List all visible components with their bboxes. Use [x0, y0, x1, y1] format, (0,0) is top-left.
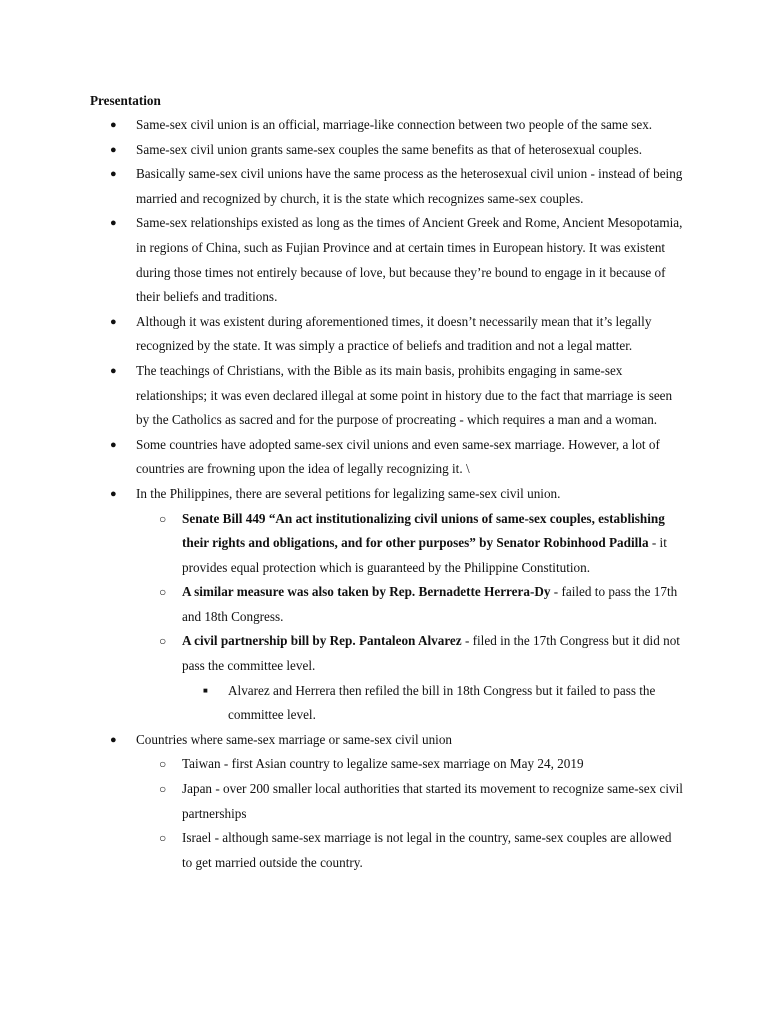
sublist-item — [136, 777, 768, 826]
sub-bullet-marker: ○ — [159, 511, 167, 526]
nested-item — [182, 679, 768, 728]
philippines-sublist — [136, 507, 684, 728]
sub-bullet-marker: ○ — [159, 634, 167, 649]
bullet-text: Countries where same-sex marriage or same-sex civil union — [136, 731, 453, 747]
country-text: Israel - although same-sex marriage is not legal in the country, same-sex couples are allowed to get married outside the country. — [182, 830, 672, 870]
bullet-text: The teachings of Christians, with the Bible as its main basis, prohibits engaging in same-sex relationships; it was even declared illegal at some point in history due to the fact that marriage is seen by the Catholics as sacred and for the purpose of procreating - which requires a man and a woman. — [136, 362, 673, 428]
list-item — [0, 211, 768, 309]
nested-sublist — [182, 679, 684, 728]
sub-bullet-marker: ○ — [159, 757, 167, 772]
bill-description: - failed to pass the 17th and 18th Congress. — [182, 584, 678, 624]
document-title: Presentation — [90, 93, 161, 108]
bullet-marker: ● — [110, 217, 117, 230]
bullet-text: Same-sex civil union grants same-sex couples the same benefits as that of heterosexual couples. — [136, 141, 643, 157]
country-text: Japan - over 200 smaller local authorities that started its movement to recognize same-sex civil partnerships — [182, 781, 683, 821]
sublist-item — [136, 629, 768, 727]
bill-title: A similar measure was also taken by Rep. Bernadette Herrera-Dy — [182, 584, 551, 600]
bullet-marker: ● — [110, 438, 117, 451]
bullet-marker: ● — [110, 168, 117, 181]
sub-bullet-marker: ○ — [159, 585, 167, 600]
bullet-text: Same-sex civil union is an official, marriage-like connection between two people of the same sex. — [136, 117, 653, 132]
list-item — [0, 138, 768, 163]
list-item — [0, 433, 768, 482]
sublist-item — [136, 752, 768, 777]
sublist-item — [136, 826, 768, 875]
main-bullet-list — [0, 113, 768, 875]
bullet-text: Some countries have adopted same-sex civil unions and even same-sex marriage. However, a lot of countries are frowning upon the idea of legally recognizing it. \ — [136, 436, 660, 477]
bullet-text: Basically same-sex civil unions have the same process as the heterosexual civil union - instead of being married and recognized by church, it is the state which recognizes same-sex couples. — [136, 166, 683, 206]
bullet-marker: ● — [110, 487, 117, 500]
bullet-text: In the Philippines, there are several petitions for legalizing same-sex civil union. — [136, 485, 561, 501]
sub-bullet-marker: ○ — [159, 831, 167, 846]
list-item — [0, 310, 768, 359]
bullet-marker: ● — [110, 143, 117, 156]
philippines-item — [0, 482, 768, 728]
bullet-marker: ● — [110, 119, 117, 131]
bullet-marker: ● — [110, 364, 117, 377]
square-bullet-marker: ■ — [203, 685, 208, 695]
countries-item — [0, 728, 768, 876]
list-item — [0, 359, 768, 433]
list-item — [0, 162, 768, 211]
bill-description: - it provides equal protection which is guaranteed by the Philippine Constitution. — [182, 535, 667, 575]
sublist-item — [136, 580, 768, 629]
bullet-text: Same-sex relationships existed as long as the times of Ancient Greek and Rome, Ancient Mesopotamia, in regions of China, such as Fujian Province and at certain times in European history. It was existent during those times not entirely because of love, but because they’re bound to engage in it because of their beliefs and traditions. — [136, 215, 683, 305]
list-item — [0, 113, 768, 138]
nested-text: Alvarez and Herrera then refiled the bill in 18th Congress but it failed to pass the committee level. — [228, 682, 656, 723]
sub-bullet-marker: ○ — [159, 782, 167, 797]
bill-title: A civil partnership bill by Rep. Pantaleon Alvarez — [182, 633, 462, 649]
bill-title: Senate Bill 449 “An act institutionalizing civil unions of same-sex couples, establishing their rights and obligations, and for other purposes” by Senator Robinhood Padilla — [182, 510, 665, 551]
bullet-marker: ● — [110, 315, 117, 328]
bullet-text: Although it was existent during aforementioned times, it doesn’t necessarily mean that it’s legally recognized by the state. It was simply a practice of beliefs and tradition and not a legal matter. — [136, 313, 652, 354]
country-text: Taiwan - first Asian country to legalize same-sex marriage on May 24, 2019 — [182, 756, 584, 772]
countries-sublist — [136, 752, 684, 875]
bullet-marker: ● — [110, 733, 117, 746]
sublist-item — [136, 507, 768, 581]
bill-description: - filed in the 17th Congress but it did not pass the committee level. — [182, 633, 680, 674]
